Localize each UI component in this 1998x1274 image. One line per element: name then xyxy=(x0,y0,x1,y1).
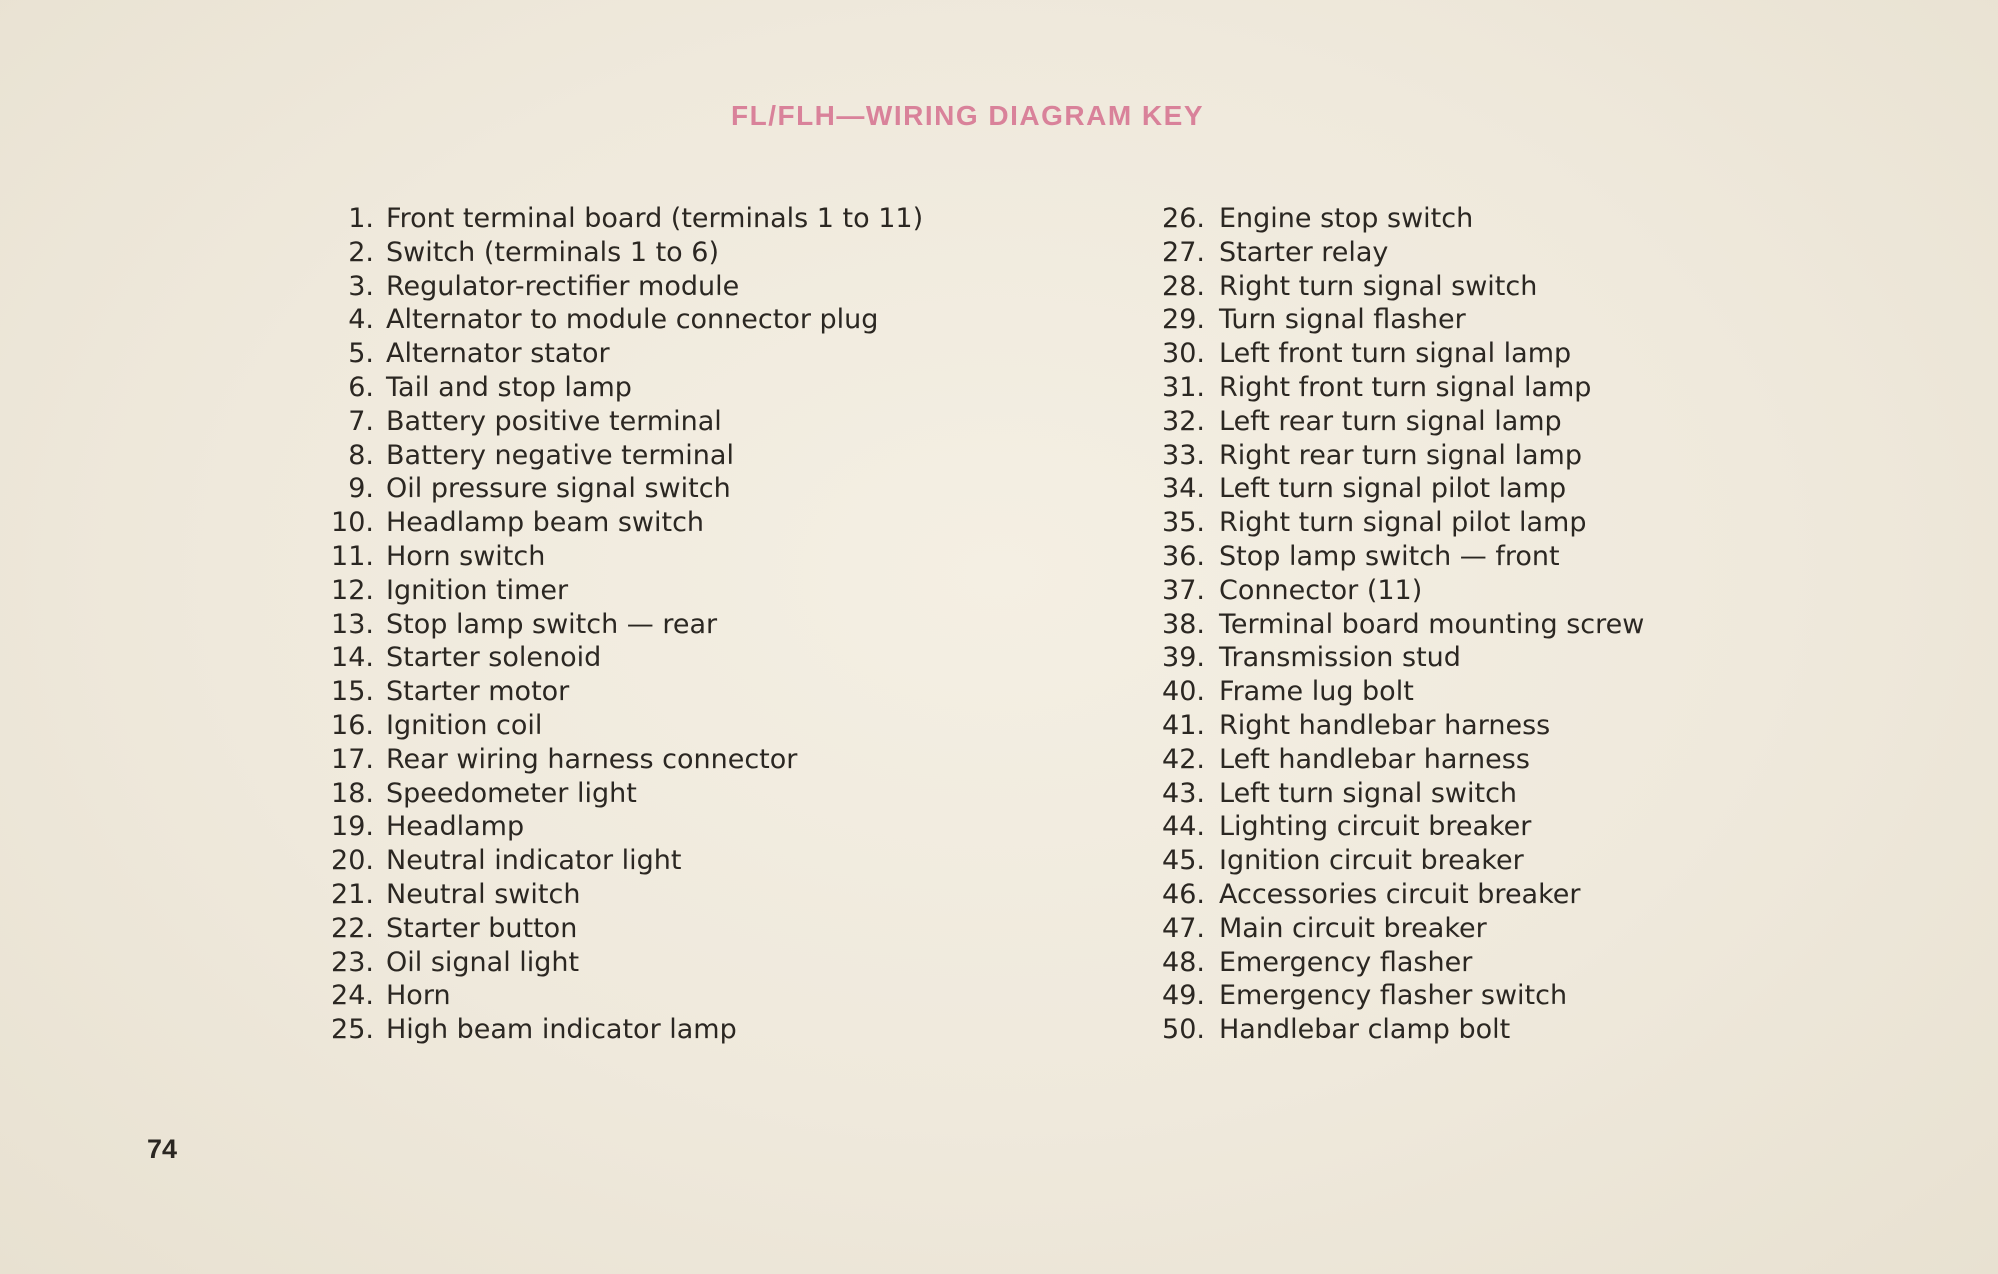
key-item-number: 40. xyxy=(1162,676,1205,708)
key-item-label: Alternator to module connector plug xyxy=(386,304,879,336)
key-item-number: 17. xyxy=(331,743,374,775)
key-item-number: 43. xyxy=(1162,777,1205,809)
key-item-number: 16. xyxy=(331,709,374,741)
key-item xyxy=(318,541,1018,575)
key-item xyxy=(1147,609,1847,643)
key-item xyxy=(318,778,1018,812)
key-item xyxy=(1147,710,1847,744)
key-item xyxy=(318,947,1018,981)
key-item-number: 45. xyxy=(1162,845,1205,877)
key-item xyxy=(1147,642,1847,676)
key-item xyxy=(318,440,1018,474)
key-item-label: Lighting circuit breaker xyxy=(1219,811,1532,843)
key-item-label: High beam indicator lamp xyxy=(386,1014,737,1046)
key-item-label: Handlebar clamp bolt xyxy=(1219,1014,1511,1046)
key-item-label: Terminal board mounting screw xyxy=(1219,608,1645,640)
key-list-left xyxy=(318,203,1018,1048)
key-item-number: 2. xyxy=(348,236,374,268)
key-item xyxy=(318,710,1018,744)
key-item xyxy=(1147,947,1847,981)
key-item xyxy=(318,1014,1018,1048)
key-item-label: Right turn signal pilot lamp xyxy=(1219,507,1587,539)
page-number: 74 xyxy=(147,1134,178,1164)
key-item xyxy=(1147,473,1847,507)
key-item-number: 41. xyxy=(1162,709,1205,741)
key-item-number: 8. xyxy=(348,439,374,471)
key-item-label: Stop lamp switch — rear xyxy=(386,608,718,640)
key-item-label: Oil pressure signal switch xyxy=(386,473,731,505)
key-item xyxy=(1147,338,1847,372)
key-item xyxy=(318,372,1018,406)
key-item xyxy=(1147,744,1847,778)
key-item-number: 37. xyxy=(1162,574,1205,606)
key-item-number: 48. xyxy=(1162,946,1205,978)
key-item xyxy=(1147,845,1847,879)
key-item-number: 23. xyxy=(331,946,374,978)
key-item-number: 12. xyxy=(331,574,374,606)
key-item-number: 11. xyxy=(331,540,374,572)
key-list-right xyxy=(1147,203,1847,1048)
key-item-label: Left turn signal switch xyxy=(1219,777,1518,809)
key-item-number: 13. xyxy=(331,608,374,640)
key-item-number: 42. xyxy=(1162,743,1205,775)
key-item-label: Oil signal light xyxy=(386,946,580,978)
key-item xyxy=(318,271,1018,305)
key-item xyxy=(1147,372,1847,406)
key-item-label: Tail and stop lamp xyxy=(386,371,632,403)
key-item xyxy=(318,879,1018,913)
key-item-label: Ignition coil xyxy=(386,709,543,741)
key-item xyxy=(1147,507,1847,541)
key-item xyxy=(318,575,1018,609)
key-item xyxy=(318,473,1018,507)
key-item-number: 34. xyxy=(1162,473,1205,505)
key-item-label: Left turn signal pilot lamp xyxy=(1219,473,1567,505)
key-item-number: 18. xyxy=(331,777,374,809)
key-item-label: Main circuit breaker xyxy=(1219,912,1487,944)
key-item xyxy=(1147,1014,1847,1048)
key-item-label: Starter motor xyxy=(386,676,570,708)
key-item xyxy=(318,338,1018,372)
key-item-number: 39. xyxy=(1162,642,1205,674)
key-item-number: 14. xyxy=(331,642,374,674)
key-item-number: 4. xyxy=(348,304,374,336)
key-item-number: 33. xyxy=(1162,439,1205,471)
key-item-label: Left rear turn signal lamp xyxy=(1219,405,1562,437)
key-item-label: Transmission stud xyxy=(1219,642,1461,674)
key-item xyxy=(318,676,1018,710)
key-item xyxy=(1147,879,1847,913)
key-item-number: 49. xyxy=(1162,980,1205,1012)
key-item-number: 44. xyxy=(1162,811,1205,843)
key-item-label: Right handlebar harness xyxy=(1219,709,1551,741)
key-item-number: 9. xyxy=(348,473,374,505)
key-item-label: Emergency flasher switch xyxy=(1219,980,1568,1012)
key-item-number: 10. xyxy=(331,507,374,539)
key-item-label: Starter button xyxy=(386,912,578,944)
key-item-label: Neutral indicator light xyxy=(386,845,682,877)
key-item xyxy=(318,507,1018,541)
key-item-number: 20. xyxy=(331,845,374,877)
key-item-number: 29. xyxy=(1162,304,1205,336)
key-item-number: 35. xyxy=(1162,507,1205,539)
key-item-label: Neutral switch xyxy=(386,878,581,910)
key-item xyxy=(318,406,1018,440)
key-item-number: 46. xyxy=(1162,878,1205,910)
key-item-label: Speedometer light xyxy=(386,777,637,809)
key-item xyxy=(318,913,1018,947)
key-item-label: Headlamp beam switch xyxy=(386,507,705,539)
key-item-label: Right turn signal switch xyxy=(1219,270,1538,302)
key-item xyxy=(1147,676,1847,710)
key-item xyxy=(1147,541,1847,575)
key-item-label: Rear wiring harness connector xyxy=(386,743,798,775)
key-item-number: 1. xyxy=(348,203,374,234)
key-item xyxy=(318,980,1018,1014)
key-item-label: Connector (11) xyxy=(1219,574,1423,606)
key-item xyxy=(1147,778,1847,812)
key-item-label: Battery positive terminal xyxy=(386,405,722,437)
key-item-label: Horn switch xyxy=(386,540,546,572)
key-item-label: Right rear turn signal lamp xyxy=(1219,439,1582,471)
key-item-number: 7. xyxy=(348,405,374,437)
key-item-label: Alternator stator xyxy=(386,338,610,370)
key-item-label: Engine stop switch xyxy=(1219,203,1474,234)
key-item-label: Left handlebar harness xyxy=(1219,743,1530,775)
key-item-number: 3. xyxy=(348,270,374,302)
key-item-label: Ignition circuit breaker xyxy=(1219,845,1524,877)
key-item-number: 5. xyxy=(348,338,374,370)
key-item-label: Horn xyxy=(386,980,451,1012)
key-item-label: Turn signal flasher xyxy=(1219,304,1466,336)
key-item xyxy=(1147,575,1847,609)
key-item xyxy=(1147,980,1847,1014)
key-item-number: 27. xyxy=(1162,236,1205,268)
key-item-label: Headlamp xyxy=(386,811,525,843)
key-item xyxy=(1147,811,1847,845)
key-item xyxy=(318,304,1018,338)
key-item-number: 24. xyxy=(331,980,374,1012)
key-item-label: Ignition timer xyxy=(386,574,569,606)
key-item-number: 30. xyxy=(1162,338,1205,370)
key-item-number: 38. xyxy=(1162,608,1205,640)
key-item-label: Emergency flasher xyxy=(1219,946,1473,978)
key-item xyxy=(318,203,1018,237)
key-item-number: 19. xyxy=(331,811,374,843)
key-item-number: 6. xyxy=(348,371,374,403)
key-item-label: Regulator-rectifier module xyxy=(386,270,740,302)
page-title: FL/FLH—WIRING DIAGRAM KEY xyxy=(730,100,1205,131)
key-item-number: 47. xyxy=(1162,912,1205,944)
key-item xyxy=(318,609,1018,643)
key-item-label: Frame lug bolt xyxy=(1219,676,1414,708)
key-item-label: Starter solenoid xyxy=(386,642,602,674)
key-item-label: Right front turn signal lamp xyxy=(1219,371,1592,403)
key-item-label: Starter relay xyxy=(1219,236,1389,268)
key-item xyxy=(1147,271,1847,305)
key-item-label: Left front turn signal lamp xyxy=(1219,338,1572,370)
key-item xyxy=(318,642,1018,676)
key-item-number: 15. xyxy=(331,676,374,708)
key-item xyxy=(1147,406,1847,440)
key-item xyxy=(318,744,1018,778)
key-item xyxy=(1147,203,1847,237)
key-item xyxy=(1147,304,1847,338)
key-item-label: Switch (terminals 1 to 6) xyxy=(386,236,719,268)
key-item-label: Accessories circuit breaker xyxy=(1219,878,1581,910)
key-item-number: 21. xyxy=(331,878,374,910)
key-item xyxy=(318,811,1018,845)
key-item xyxy=(318,845,1018,879)
key-item-number: 22. xyxy=(331,912,374,944)
key-item-label: Front terminal board (terminals 1 to 11) xyxy=(386,203,924,234)
key-item xyxy=(318,237,1018,271)
key-item-number: 25. xyxy=(331,1014,374,1046)
key-item-number: 26. xyxy=(1162,203,1205,234)
key-item xyxy=(1147,913,1847,947)
key-item-number: 32. xyxy=(1162,405,1205,437)
key-item-label: Stop lamp switch — front xyxy=(1219,540,1560,572)
key-item-number: 50. xyxy=(1162,1014,1205,1046)
key-item-number: 31. xyxy=(1162,371,1205,403)
key-item-label: Battery negative terminal xyxy=(386,439,734,471)
key-item-number: 28. xyxy=(1162,270,1205,302)
key-item xyxy=(1147,440,1847,474)
key-item xyxy=(1147,237,1847,271)
key-item-number: 36. xyxy=(1162,540,1205,572)
